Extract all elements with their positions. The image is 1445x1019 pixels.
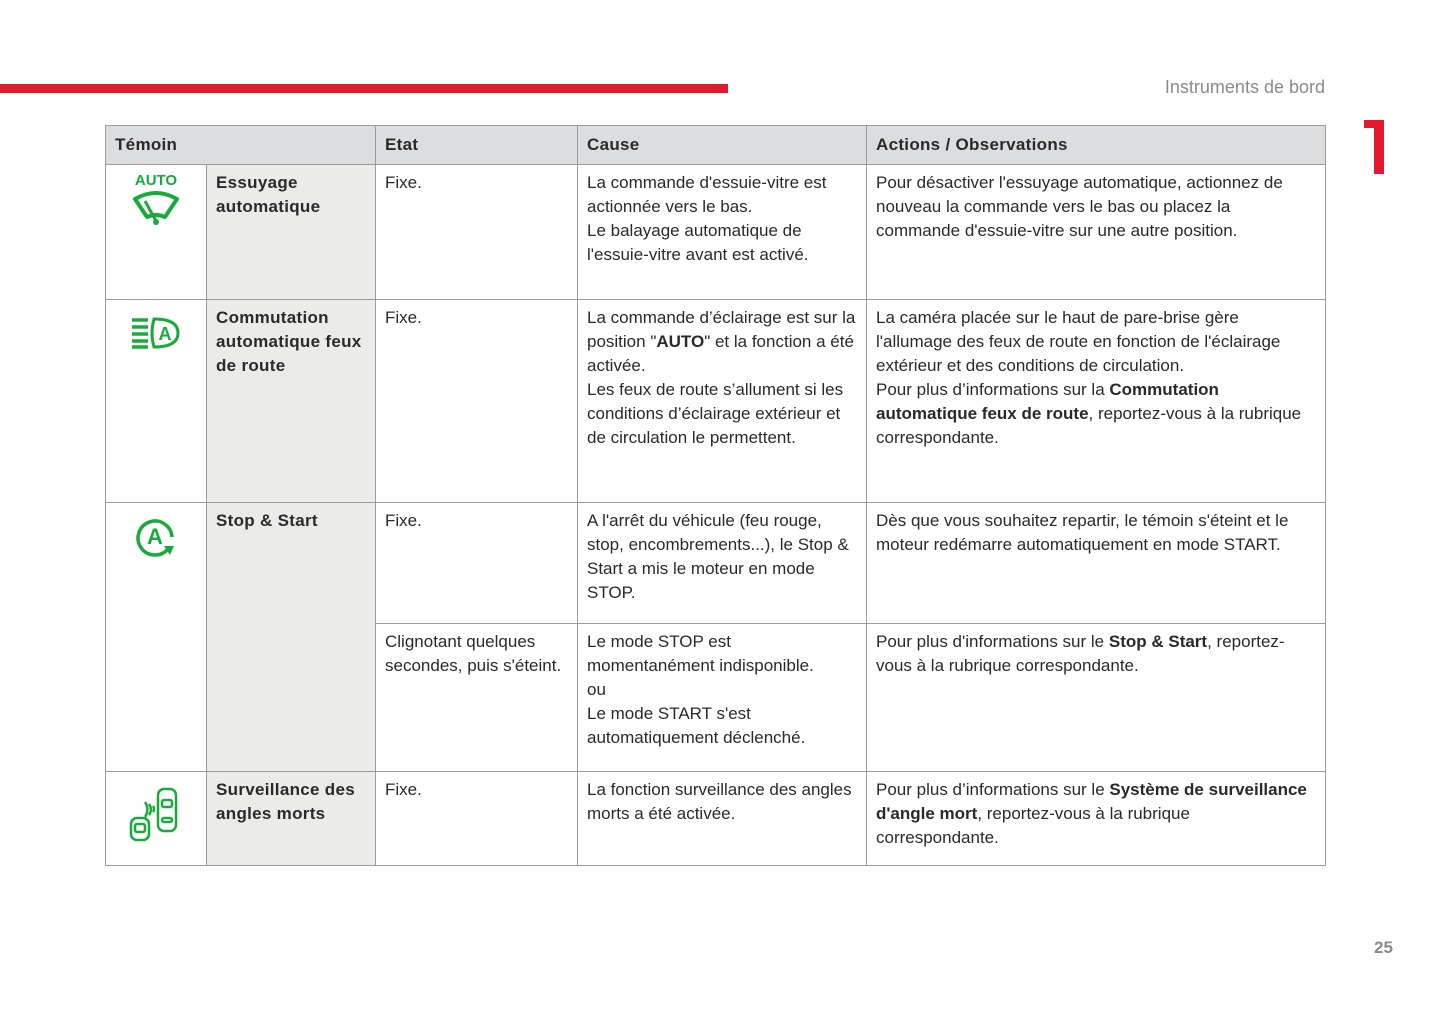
text: Dès que vous souhaitez repartir, le témoin s'éteint et le moteur redémarre automatiquement en mode START.: [876, 511, 1289, 554]
cause-cell: [578, 772, 867, 866]
cause-paragraph: [587, 702, 857, 750]
text: La commande d’éclairage est sur la position ": [587, 308, 856, 351]
text: Fixe.: [385, 173, 422, 192]
text: Les feux de route s’allument si les conditions d’éclairage extérieur et de circulation le permettent.: [587, 380, 844, 447]
indicator-name: Essuyage automatique: [207, 165, 376, 300]
text: Le mode START s'est automatiquement déclenché.: [587, 704, 806, 747]
etat-cell: [376, 772, 578, 866]
text: Fixe.: [385, 511, 422, 530]
actions-paragraph: [876, 171, 1316, 243]
etat-cell: [376, 503, 578, 624]
indicator-name: Surveillance des angles morts: [207, 772, 376, 866]
cause-paragraph: [587, 171, 857, 219]
cause-paragraph: [587, 509, 857, 605]
table-row: [106, 300, 1326, 503]
cause-paragraph: [587, 378, 857, 450]
text: La caméra placée sur le haut de pare-brise gère l'allumage des feux de route en fonction de l'éclairage extérieur et des conditions de circulation.: [876, 308, 1281, 375]
chapter-number: [1362, 118, 1386, 174]
svg-text:A: A: [158, 324, 172, 344]
text: , reportez-vous à la rubrique correspondante.: [876, 804, 1190, 847]
text: La commande d'essuie-vitre est actionnée vers le bas.: [587, 173, 827, 216]
column-header-etat: Etat: [376, 126, 578, 165]
cause-paragraph: [587, 678, 857, 702]
actions-cell: [867, 300, 1326, 503]
column-header-actions: Actions / Observations: [867, 126, 1326, 165]
actions-cell: [867, 772, 1326, 866]
actions-paragraph: [876, 630, 1316, 678]
bold-text: Stop & Start: [1108, 632, 1208, 651]
text: Pour plus d’informations sur le: [876, 780, 1110, 799]
bold-text: Système de surveillance d'angle mort: [876, 780, 1307, 823]
etat-cell: [376, 165, 578, 300]
text: Clignotant quelques secondes, puis s'éteint.: [385, 632, 562, 675]
indicator-name: Stop & Start: [207, 503, 376, 772]
actions-cell: [867, 503, 1326, 624]
table-row: [106, 772, 1326, 866]
cause-cell: [578, 300, 867, 503]
auto-label: AUTO: [134, 172, 178, 189]
etat-paragraph: [385, 630, 568, 678]
actions-paragraph: [876, 509, 1316, 557]
stop-start-icon: [106, 503, 207, 772]
table-row: [106, 503, 1326, 624]
text: ou: [587, 680, 606, 699]
auto-wiper-icon: [106, 165, 207, 300]
etat-paragraph: [385, 171, 568, 195]
actions-paragraph: [876, 778, 1316, 850]
etat-paragraph: [385, 778, 568, 802]
indicator-name: Commutation automatique feux de route: [207, 300, 376, 503]
text: Fixe.: [385, 780, 422, 799]
actions-paragraph: [876, 378, 1316, 450]
text: Pour plus d'informations sur le: [876, 632, 1109, 651]
etat-cell: [376, 300, 578, 503]
text: A l'arrêt du véhicule (feu rouge, stop, encombrements...), le Stop & Start a mis le moteur en mode STOP.: [587, 511, 849, 602]
cause-cell: [578, 624, 867, 772]
cause-cell: [578, 165, 867, 300]
cause-paragraph: [587, 306, 857, 378]
cause-paragraph: [587, 219, 857, 267]
svg-text:A: A: [147, 524, 163, 549]
text: Pour plus d’informations sur la: [876, 380, 1110, 399]
bold-text: AUTO: [656, 332, 705, 351]
etat-cell: [376, 624, 578, 772]
section-title: Instruments de bord: [1164, 77, 1325, 97]
text: " et la fonction a été activée.: [587, 332, 854, 375]
table-header-row: [106, 126, 1326, 165]
text: , reportez-vous à la rubrique correspondante.: [876, 404, 1302, 447]
actions-paragraph: [876, 306, 1316, 378]
blind-spot-icon: [106, 772, 207, 866]
text: Fixe.: [385, 308, 422, 327]
bold-text: Commutation automatique feux de route: [876, 380, 1219, 423]
auto-high-beam-icon: [106, 300, 207, 503]
table-row: [106, 165, 1326, 300]
text: Le balayage automatique de l'essuie-vitre avant est activé.: [587, 221, 809, 264]
page-number: 25: [1374, 938, 1393, 957]
cause-cell: [578, 503, 867, 624]
text: Le mode STOP est momentanément indisponible.: [587, 632, 814, 675]
actions-cell: [867, 624, 1326, 772]
column-header-temoin: Témoin: [106, 126, 376, 165]
accent-bar: [0, 84, 728, 93]
actions-cell: [867, 165, 1326, 300]
cause-paragraph: [587, 778, 857, 826]
indicator-table: [105, 125, 1326, 866]
column-header-cause: Cause: [578, 126, 867, 165]
etat-paragraph: [385, 306, 568, 330]
text: , reportez-vous à la rubrique correspondante.: [876, 632, 1285, 675]
text: Pour désactiver l'essuyage automatique, actionnez de nouveau la commande vers le bas ou placez la commande d'essuie-vitre sur une autre position.: [876, 173, 1283, 240]
cause-paragraph: [587, 630, 857, 678]
text: La fonction surveillance des angles morts a été activée.: [587, 780, 852, 823]
etat-paragraph: [385, 509, 568, 533]
